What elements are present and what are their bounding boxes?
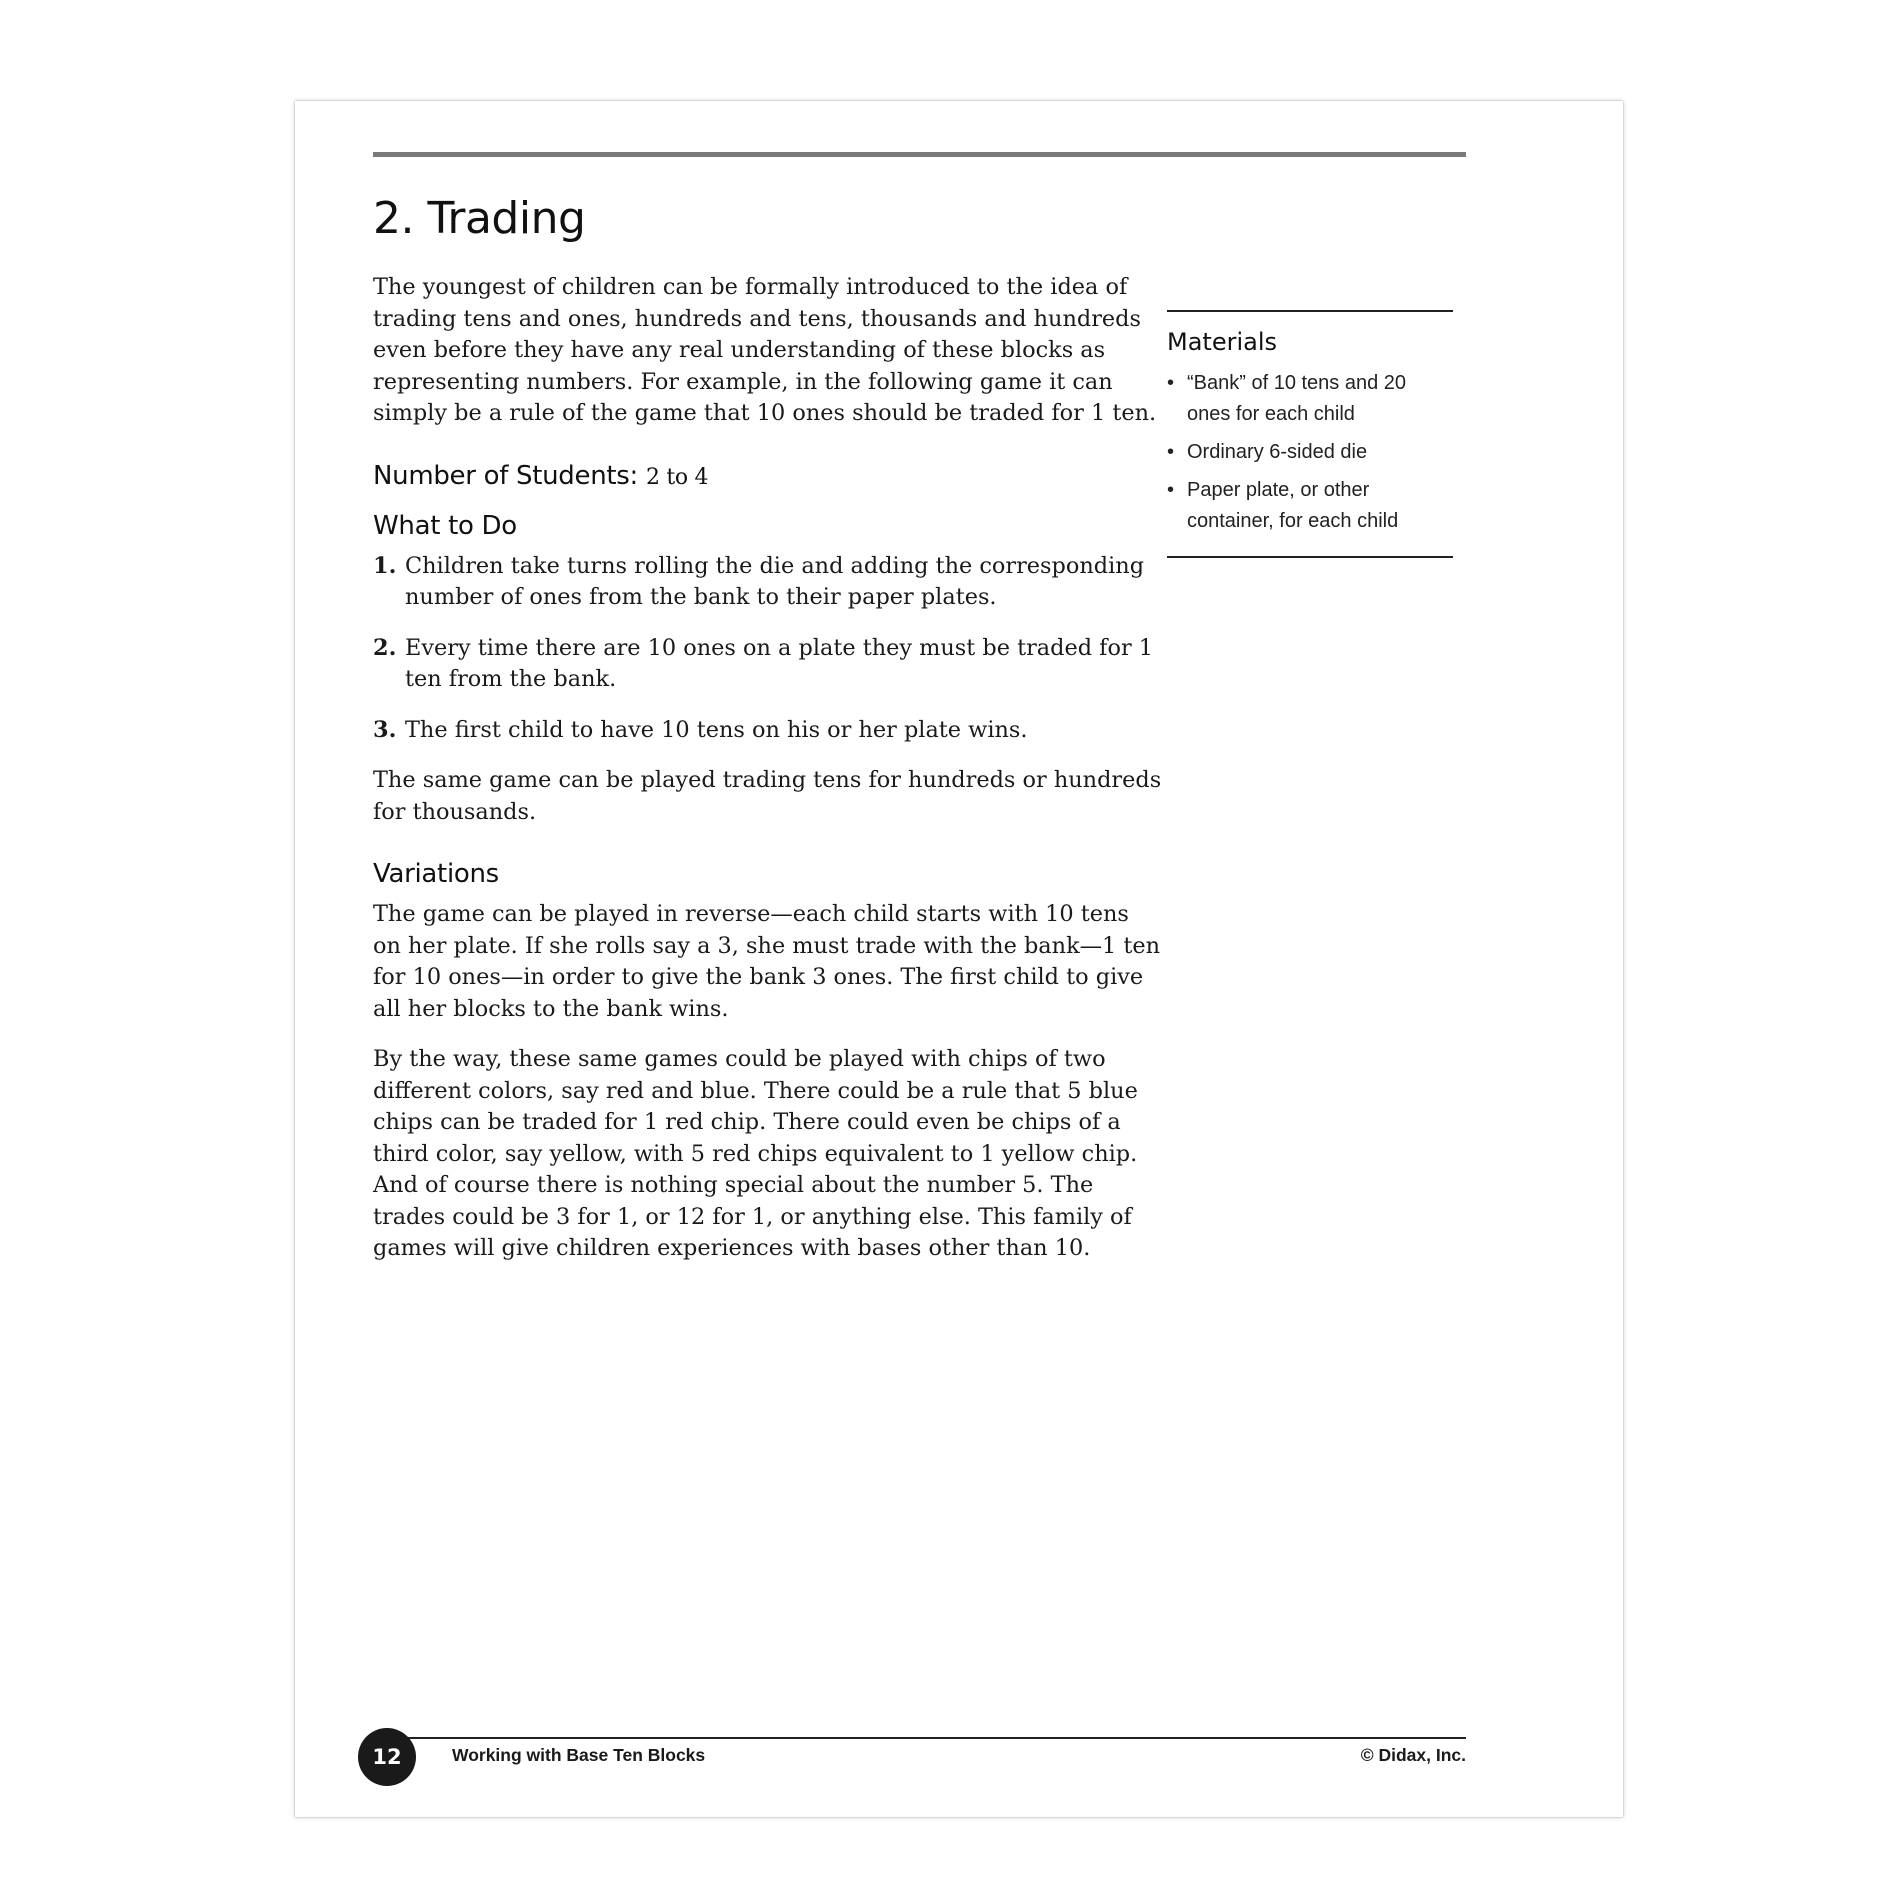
number-of-students-value: 2 to 4 xyxy=(645,464,709,490)
variations-heading: Variations xyxy=(373,859,499,889)
material-text: “Bank” of 10 tens and 20 ones for each child xyxy=(1187,372,1407,425)
footer-rule xyxy=(373,1737,1466,1739)
step-item xyxy=(373,633,1163,696)
what-to-do-heading: What to Do xyxy=(373,510,517,541)
top-rule xyxy=(373,152,1466,157)
step-text: The first child to have 10 tens on his or her plate wins. xyxy=(405,716,1028,743)
steps-list xyxy=(373,551,1163,747)
step-text: Every time there are 10 ones on a plate they must be traded for 1 ten from the bank. xyxy=(405,634,1154,692)
main-column xyxy=(373,272,1163,1284)
material-text: Ordinary 6-sided die xyxy=(1187,441,1368,463)
step-item xyxy=(373,551,1163,614)
material-item xyxy=(1167,368,1453,430)
bullet-icon: • xyxy=(1167,479,1175,501)
footer-book-title: Working with Base Ten Blocks xyxy=(452,1745,706,1765)
step-text: Children take turns rolling the die and adding the corresponding number of ones from the bank to their paper plates. xyxy=(405,552,1145,610)
step-number: 2. xyxy=(373,634,397,661)
intro-paragraph: The youngest of children can be formally introduced to the idea of trading tens and ones, hundreds and tens, thousands and hundreds even before they have any real understanding of these blocks as representing numbers. For example, in the following game it can simply be a rule of the game that 10 ones should be traded for 1 ten. xyxy=(373,274,1157,426)
footer-copyright: © Didax, Inc. xyxy=(1360,1745,1466,1765)
document-page xyxy=(295,101,1623,1817)
page-title: 2. Trading xyxy=(373,193,586,244)
materials-list xyxy=(1167,368,1453,537)
bullet-icon: • xyxy=(1167,372,1175,394)
material-text: Paper plate, or other container, for each child xyxy=(1187,479,1399,532)
number-of-students-label: Number of Students: xyxy=(373,460,638,491)
bullet-icon: • xyxy=(1167,441,1175,463)
step-item xyxy=(373,715,1163,747)
material-item xyxy=(1167,475,1453,537)
page-number-badge: 12 xyxy=(358,1728,416,1786)
number-of-students-heading xyxy=(373,459,1163,495)
step-number: 1. xyxy=(373,552,397,579)
material-item xyxy=(1167,437,1453,468)
variations-paragraph: By the way, these same games could be played with chips of two different colors, say red and blue. There could be a rule that 5 blue chips can be traded for 1 red chip. There could even be chips of a third color, say yellow, with 5 red chips equivalent to 1 yellow chip. And of course there is nothing special about the number 5. The trades could be 3 for 1, or 12 for 1, or anything else. This family of games will give children experiences with bases other than 10. xyxy=(373,1046,1138,1261)
what-to-do-note: The same game can be played trading tens for hundreds or hundreds for thousands. xyxy=(373,767,1162,825)
step-number: 3. xyxy=(373,716,397,743)
materials-heading: Materials xyxy=(1167,328,1278,356)
materials-sidebar xyxy=(1167,310,1453,558)
variations-paragraph: The game can be played in reverse—each child starts with 10 tens on her plate. If she rolls say a 3, she must trade with the bank—1 ten for 10 ones—in order to give the bank 3 ones. The first child to give all her blocks to the bank wins. xyxy=(373,901,1161,1022)
